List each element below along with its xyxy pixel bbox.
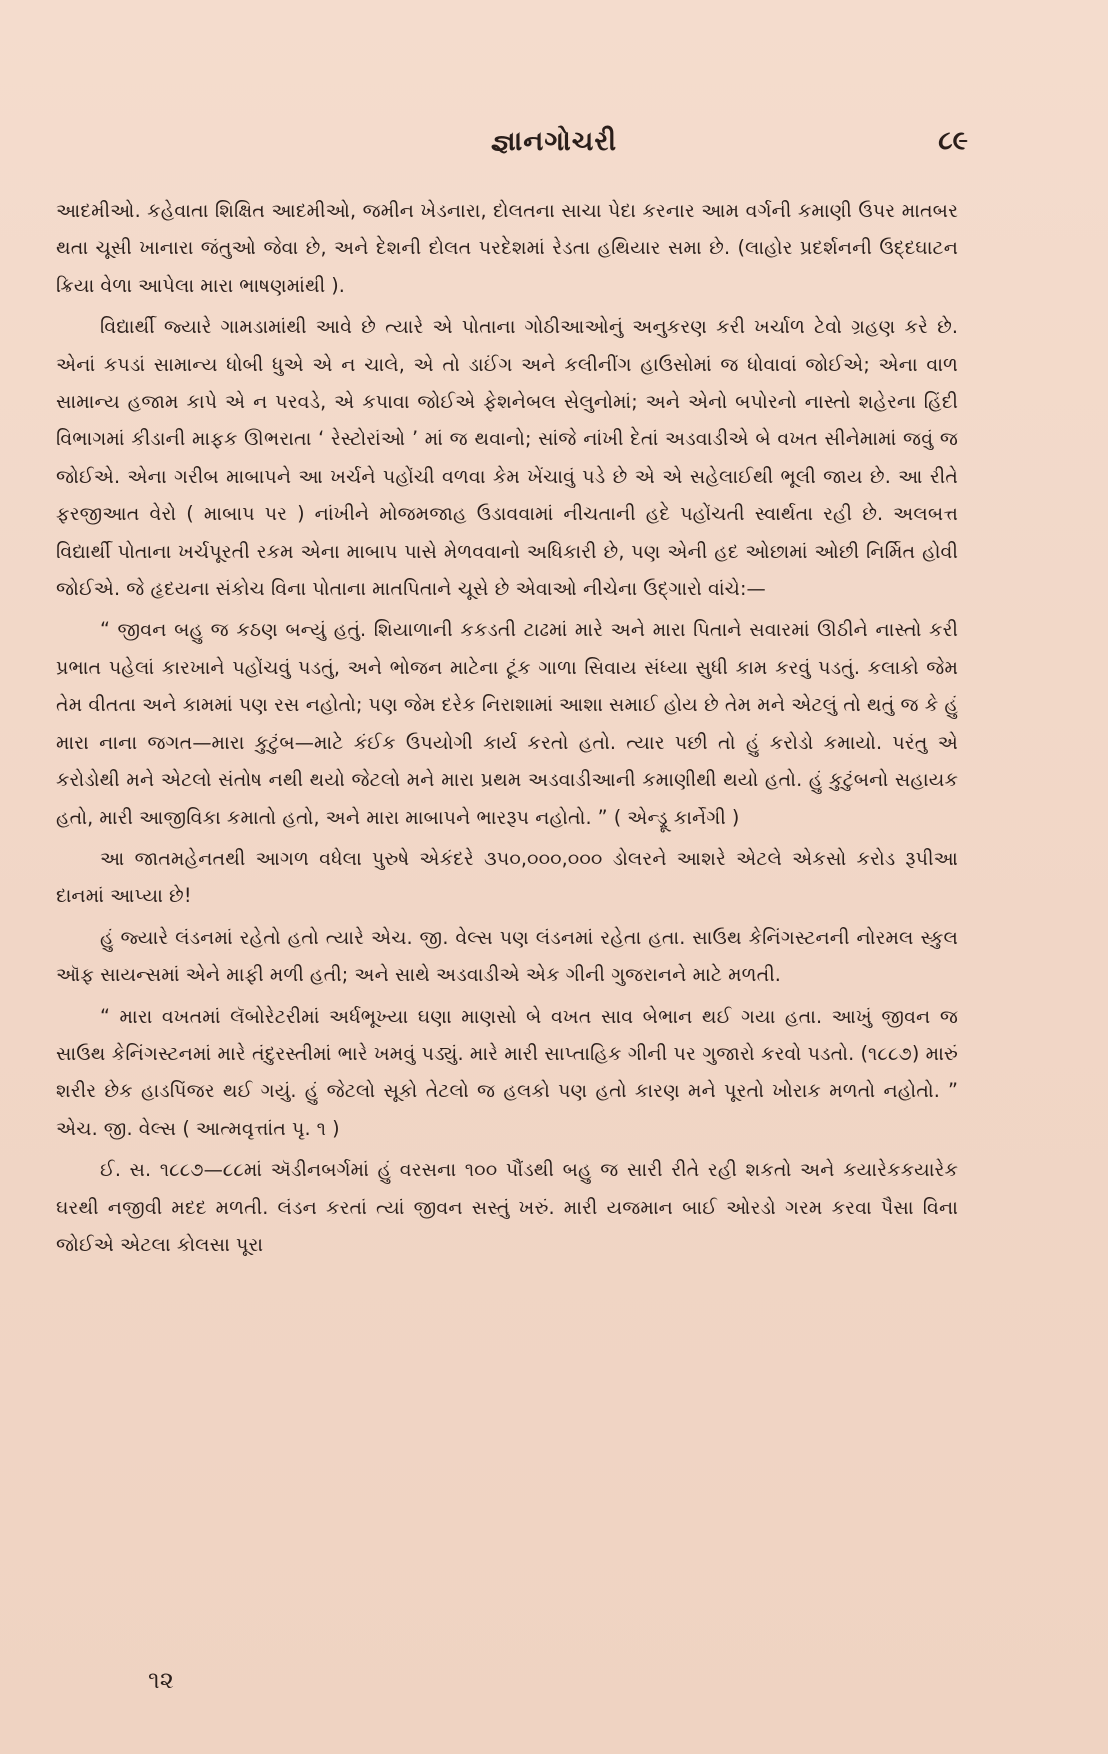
signature-mark: ૧૨ bbox=[148, 1666, 174, 1694]
paragraph-edinburgh: ઈ. સ. ૧૮૮૭—૮૮માં ઍડીનબર્ગમાં હું વરસના ૧૦૦ પૌંડથી બહુ જ સારી રીતે રહી શકતો અને કયારેકકયારેક ઘરથી નજીવી મદદ મળતી. લંડન કરતાં ત્યાં જીવન સસ્તું ખરું. મારી યજમાન બાઈ ઓરડો ગરમ કરવા પૈસા વિના જોઈએ એટલા કોલસા પૂરા bbox=[56, 1158, 958, 1256]
page-number: ૮૯ bbox=[938, 126, 968, 156]
paragraph-carnegie-quote: “ જીવન બહુ જ કઠણ બન્યું હતું. શિયાળાની કકડતી ટાઢમાં મારે અને મારા પિતાને સવારમાં ઊઠીને નાસ્તો કરી પ્રભાત પહેલાં કારખાને પહોંચવું પડતું, અને ભોજન માટેના ટૂંક ગાળા સિવાય સંધ્યા સુધી કામ કરવું પડતું. કલાકો જેમ તેમ વીતતા અને કામમાં પણ રસ નહોતો; પણ જેમ દરેક નિરાશામાં આશા સમાઈ હોય છે તેમ મને એટલું તો થતું જ કે હું મારા નાના જગત—મારા કુટુંબ—માટે કંઈક ઉપયોગી કાર્ય કરતો હતો. ત્યાર પછી તો હું કરોડો કમાયો. પરંતુ એ કરોડોથી મને એટલો સંતોષ નથી થયો જેટલો મને મારા પ્રથમ અડવાડીઆની કમાણીથી થયો હતો. હું કુટુંબનો સહાયક હતો, મારી આજીવિકા કમાતો હતો, અને મારા માબાપને ભારરૂપ નહોતો. ” ( એન્ડ્રૂ કાર્નેગી ) bbox=[56, 618, 958, 829]
body-text bbox=[56, 192, 958, 1267]
paragraph-student-habits: વિદ્યાર્થી જ્યારે ગામડામાંથી આવે છે ત્યારે એ પોતાના ગોઠીઆઓનું અનુકરણ કરી ખર્ચાળ ટેવો ગ્રહણ કરે છે. એનાં કપડાં સામાન્ય ધોબી ધુએ એ ન ચાલે, એ તો ડાઈંગ અને કલીનીંગ હાઉસોમાં જ ધોવાવાં જોઈએ; એના વાળ સામાન્ય હજામ કાપે એ ન પરવડે, એ કપાવા જોઈએ ફેશનેબલ સેલુનોમાં; અને એનો બપોરનો નાસ્તો શહેરના હિંદી વિભાગમાં કીડાની માફક ઊભરાતા ‘ રેસ્ટોરાંઓ ’ માં જ થવાનો; સાંજે નાંખી દેતાં અડવાડીએ બે વખત સીનેમામાં જવું જ જોઈએ. એના ગરીબ માબાપને આ ખર્ચને પહોંચી વળવા કેમ ખેંચાવું પડે છે એ એ સહેલાઈથી ભૂલી જાય છે. આ રીતે ફરજીઆત વેરો ( માબાપ પર ) નાંખીને મોજમજાહ ઉડાવવામાં નીચતાની હદે પહોંચતી સ્વાર્થતા રહી છે. અલબત્ત વિદ્યાર્થી પોતાના ખર્ચપૂરતી રકમ એના માબાપ પાસે મેળવવાનો અધિકારી છે, પણ એની હદ ઓછામાં ઓછી નિર્મિત હોવી જોઈએ. જે હૃદયના સંકોચ વિના પોતાના માતપિતાને ચૂસે છે એવાઓ નીચેના ઉદ્‌ગારો વાંચે:— bbox=[56, 315, 958, 601]
running-title: જ્ઞાનગોચરી bbox=[490, 126, 618, 157]
paragraph-continuation: આદમીઓ. કહેવાતા શિક્ષિત આદમીઓ, જમીન ખેડનારા, દોલતના સાચા પેદા કરનાર આમ વર્ગની કમાણી ઉપર માતબર થતા ચૂસી ખાનારા જંતુઓ જેવા છે, અને દેશની દોલત પરદેશમાં રેડતા હથિયાર સમા છે. (લાહોર પ્રદર્શનની ઉદ્દઘાટન ક્રિયા વેળા આપેલા મારા ભાષણમાંથી ). bbox=[56, 199, 958, 297]
paragraph-wells-quote: “ મારા વખતમાં લૅબોરેટરીમાં અર્ધભૂખ્યા ઘણા માણસો બે વખત સાવ બેભાન થઈ ગયા હતા. આખું જીવન જ સાઉથ કેનિંગસ્ટનમાં મારે તંદુરસ્તીમાં ભારે ખમવું પડ્યું. મારે મારી સાપ્તાહિક ગીની પર ગુજારો કરવો પડતો. (૧૮૮૭) મારું શરીર છેક હાડપિંજર થઈ ગયું. હું જેટલો સૂકો તેટલો જ હલકો પણ હતો કારણ મને પૂરતો ખોરાક મળતો નહોતો. ” એચ. જી. વેલ્સ ( આત્મવૃત્તાંત પૃ. ૧ ) bbox=[56, 1004, 958, 1140]
paragraph-wells-london: હું જ્યારે લંડનમાં રહેતો હતો ત્યારે એચ. જી. વેલ્સ પણ લંડનમાં રહેતા હતા. સાઉથ કેનિંગસ્ટનની નોરમલ સ્કુલ ઑફ સાયન્સમાં એને માફી મળી હતી; અને સાથે અડવાડીએ એક ગીની ગુજરાનને માટે મળતી. bbox=[56, 925, 958, 987]
paragraph-carnegie-donation: આ જાતમહેનતથી આગળ વધેલા પુરુષે એકંદરે ૩૫૦,૦૦૦,૦૦૦ ડોલરને આશરે એટલે એકસો કરોડ રૂપીઆ દાનમાં આપ્યા છે! bbox=[56, 846, 958, 908]
